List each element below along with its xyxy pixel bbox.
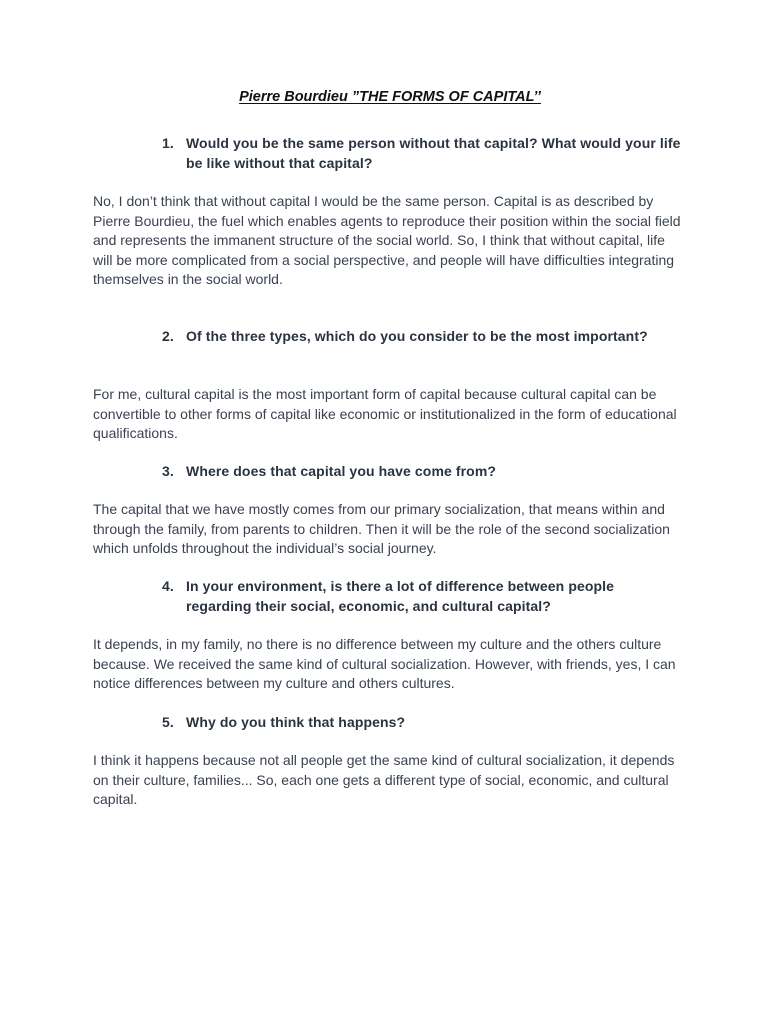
answer-2: For me, cultural capital is the most important form of capital because cultural capital can be convertible to other forms of capital like economic or institutionalized in the form of educational qualifications. — [93, 386, 677, 441]
question-text: Would you be the same person without that capital? What would your life be like without that capital? — [186, 135, 681, 171]
document-title — [0, 89, 768, 105]
question-text: Where does that capital you have come from? — [186, 463, 497, 479]
question-number: 5. — [162, 714, 174, 730]
answer-4: It depends, in my family, no there is no difference between my culture and the others culture because. We received the same kind of cultural socialization. However, with friends, yes, I can notice differences between my culture and others cultures. — [93, 636, 676, 691]
question-number: 1. — [162, 135, 174, 151]
question-2 — [162, 327, 682, 347]
question-1 — [162, 134, 682, 173]
document-title-text: Pierre Bourdieu ”THE FORMS OF CAPITAL’’ — [239, 89, 541, 105]
question-number: 2. — [162, 328, 174, 344]
question-text: Of the three types, which do you consider to be the most important? — [186, 328, 648, 344]
question-3 — [162, 462, 682, 482]
question-text: Why do you think that happens? — [186, 714, 406, 730]
question-5 — [162, 713, 682, 733]
question-text: In your environment, is there a lot of difference between people regarding their social, economic, and cultural capital? — [186, 578, 615, 614]
question-number: 3. — [162, 463, 174, 479]
question-number: 4. — [162, 578, 174, 594]
answer-3: The capital that we have mostly comes from our primary socialization, that means within and through the family, from parents to children. Then it will be the role of the second socialization which unfolds throughout the individual’s social journey. — [93, 501, 670, 556]
answer-5: I think it happens because not all people get the same kind of cultural socialization, it depends on their culture, families... So, each one gets a different type of social, economic, and cultural capital. — [93, 752, 675, 807]
question-4 — [162, 577, 682, 616]
answer-1: No, I don’t think that without capital I would be the same person. Capital is as described by Pierre Bourdieu, the fuel which enables agents to reproduce their position within the social field and represents the immanent structure of the social world. So, I think that without capital, life will be more complicated from a social perspective, and people will have difficulties integrating themselves in the social world. — [93, 193, 681, 287]
